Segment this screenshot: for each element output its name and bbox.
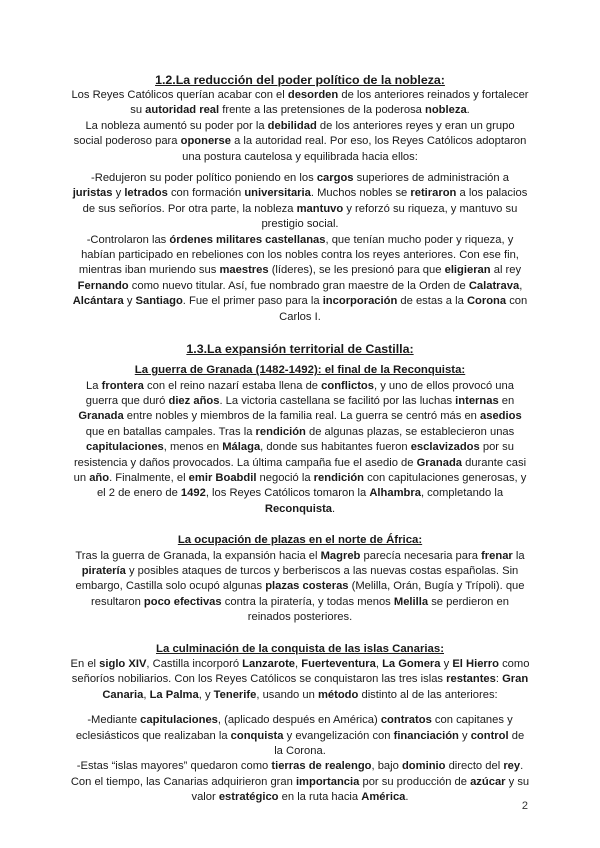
text-run: , usando un <box>256 688 318 701</box>
bold-term: plazas costeras <box>265 580 349 593</box>
bold-term: juristas <box>72 187 113 200</box>
text-run: . <box>332 502 336 515</box>
bold-term: azúcar <box>470 775 506 788</box>
bold-term: retiraron <box>410 187 457 200</box>
text-run: . La victoria castellana se facilitó por las luchas <box>219 394 456 407</box>
text-run: , bajo <box>371 760 402 773</box>
text-run: frente a las pretensiones de la poderosa <box>219 104 426 117</box>
text-run: en <box>498 394 515 407</box>
bold-term: Santiago <box>135 295 183 308</box>
text-run: -Redujeron su poder político poniendo en los <box>91 172 317 185</box>
bold-term: esclavizados <box>410 441 480 454</box>
text-run: , (aplicado después en América) <box>217 714 381 727</box>
bold-term: Gran Canaria <box>102 673 529 701</box>
text-run: con capitanes y eclesiásticos que realizaban la <box>75 714 513 742</box>
bold-term: Alhambra <box>369 487 421 500</box>
bold-term: restantes <box>446 673 496 686</box>
bold-term: desorden <box>287 89 339 101</box>
text-run: que en batallas campales. Tras la <box>85 425 256 438</box>
bold-term: eligieran <box>444 264 491 277</box>
text-run: Los Reyes Católicos querían acabar con el <box>71 89 288 101</box>
text-run: al rey <box>490 264 522 277</box>
bold-term: universitaria <box>244 187 311 200</box>
bold-term: método <box>317 688 359 701</box>
paragraph <box>70 119 530 165</box>
paragraph <box>70 233 530 325</box>
page-content <box>70 72 530 806</box>
bold-term: debilidad <box>267 119 317 132</box>
bold-term: piratería <box>81 564 126 577</box>
text-run: (Melilla, Orán, Bugía y Trípoli). que resultaron <box>91 580 525 608</box>
text-run: , <box>519 279 523 292</box>
text-run: , los Reyes Católicos tomaron la <box>205 487 370 500</box>
section-title-nobility: 1.2.La reducción del poder político de la nobleza: <box>155 73 445 87</box>
text-run: , y <box>198 688 214 701</box>
text-run: como nuevo titular. Así, fue nombrado gran maestre de la Orden de <box>128 279 469 292</box>
text-run: parecía necesaria para <box>360 549 482 562</box>
bold-term: frenar <box>481 549 513 562</box>
bold-term: La Gomera <box>382 658 441 670</box>
text-run: y posibles ataques de turcos y berberiscos a las nuevas costas españolas. Sin embargo, Castilla solo ocupó algunas <box>75 564 519 593</box>
text-run: a los palacios de sus señoríos. Por otra parte, la nobleza <box>82 187 528 215</box>
subsection-title-canarias: La culminación de la conquista de las islas Canarias: <box>155 642 445 655</box>
bold-term: Melilla <box>393 595 429 608</box>
bold-term: Fuerteventura <box>301 658 376 670</box>
text-run: se perdieron en reinados posteriores. <box>247 595 509 624</box>
page-number: 2 <box>521 800 528 812</box>
bold-term: emir Boabdil <box>188 471 257 484</box>
bold-term: siglo XIV <box>99 658 147 670</box>
text-run: . <box>466 104 470 117</box>
paragraph <box>70 657 530 703</box>
bold-term: financiación <box>393 729 459 742</box>
text-run: contra la piratería, y todas menos <box>221 595 394 608</box>
bold-term: maestres <box>219 264 269 277</box>
text-run: , menos en <box>163 441 223 454</box>
text-run: y <box>440 658 453 670</box>
bold-term: capitulaciones <box>86 441 164 454</box>
bold-term: órdenes militares castellanas <box>169 233 326 246</box>
bold-term: poco efectivas <box>143 595 222 608</box>
bold-term: mantuvo <box>296 202 344 215</box>
bold-term: contratos <box>380 714 432 727</box>
bold-term: Calatrava <box>468 279 520 292</box>
bold-term: internas <box>455 394 499 407</box>
text-run: por su resistencia y daños provocados. La última campaña fue el asedio de <box>73 441 514 469</box>
text-run: La <box>86 379 102 392</box>
text-run: : <box>495 673 503 686</box>
text-run: y <box>458 729 471 742</box>
bold-term: control <box>470 729 509 742</box>
bold-term: Reconquista <box>264 502 333 515</box>
bold-term: frontera <box>101 379 144 392</box>
paragraph <box>70 713 530 759</box>
text-run: , <box>375 658 383 670</box>
text-run: negoció la <box>256 471 314 484</box>
bold-term: incorporación <box>322 295 398 308</box>
paragraph <box>70 379 530 518</box>
text-run: distinto al de las anteriores: <box>358 688 498 701</box>
text-run: entre nobles y miembros de la familia real. La guerra se centró más en <box>123 410 481 423</box>
bold-term: diez años <box>168 394 220 407</box>
text-run: . <box>405 791 409 804</box>
text-run: en la ruta hacia <box>278 791 362 804</box>
text-run: durante casi un <box>73 456 527 484</box>
text-run: y <box>112 187 125 200</box>
bold-term: autoridad real <box>145 104 220 117</box>
text-run: superiores de administración a <box>353 172 509 185</box>
text-run: de los anteriores reyes y eran un grupo social poderoso para <box>73 119 515 148</box>
section-title-expansion: 1.3.La expansión territorial de Castilla: <box>186 342 414 357</box>
text-run: y evangelización con <box>283 729 394 742</box>
text-run: (líderes), se les presionó para que <box>268 264 445 277</box>
bold-term: conflictos <box>321 379 374 392</box>
text-run: de la Corona. <box>274 729 525 758</box>
bold-term: Tenerife <box>213 688 257 701</box>
bold-term: Fernando <box>77 279 129 292</box>
text-run: En el <box>70 658 100 670</box>
bold-term: Corona <box>466 295 507 308</box>
subsection-title-africa: La ocupación de plazas en el norte de África: <box>177 534 423 547</box>
paragraph <box>70 759 530 805</box>
text-run: Tras la guerra de Granada, la expansión hacia el <box>75 549 321 562</box>
text-run: y su valor <box>191 775 530 804</box>
bold-term: rey <box>503 760 521 773</box>
paragraph <box>70 88 530 119</box>
bold-term: Málaga <box>222 441 261 454</box>
text-run: . Finalmente, el <box>109 471 189 484</box>
text-run: con Carlos I. <box>279 295 528 323</box>
text-run: con el reino nazarí estaba llena de <box>143 379 322 392</box>
text-run: La nobleza aumentó su poder por la <box>85 119 268 132</box>
bold-term: La Palma <box>149 688 199 701</box>
text-run: como señoríos nobiliarios. Con los Reyes Católicos se conquistaron las tres islas <box>71 658 530 686</box>
text-run: -Controlaron las <box>86 233 170 246</box>
text-run: con formación <box>167 187 245 200</box>
bold-term: Granada <box>416 456 462 469</box>
bold-term: importancia <box>295 775 360 788</box>
text-run: , completando la <box>420 487 504 500</box>
paragraph <box>70 549 530 626</box>
bold-term: Alcántara <box>72 295 124 308</box>
bold-term: letrados <box>124 187 168 200</box>
bold-term: Granada <box>78 410 124 423</box>
text-run: y <box>123 295 136 308</box>
text-run: la <box>512 549 525 562</box>
text-run: . Muchos nobles se <box>310 187 411 200</box>
text-run: , y uno de ellos provocó una guerra que duró <box>85 379 514 407</box>
bold-term: rendición <box>255 425 306 438</box>
text-run: directo del <box>445 760 504 773</box>
bold-term: El Hierro <box>452 658 499 670</box>
text-run: de estas a la <box>397 295 467 308</box>
bold-term: dominio <box>401 760 446 773</box>
text-run: por su producción de <box>359 775 471 788</box>
text-run: , <box>295 658 302 670</box>
text-run: , que tenían mucho poder y riqueza, y habían participado en rebeliones con los nobles contra los reyes anteriores. Con ese fin, mientras iban muriendo sus <box>78 233 519 277</box>
text-run: de algunas plazas, se establecieron unas <box>305 425 515 438</box>
text-run: . Con el tiempo, las Canarias adquirieron gran <box>70 760 524 788</box>
text-run: y reforzó su riqueza, y mantuvo su prestigio social. <box>261 202 518 231</box>
text-run: , Castilla incorporó <box>146 658 243 670</box>
bold-term: nobleza <box>425 104 467 117</box>
text-run: a la autoridad real. Por eso, los Reyes Católicos adoptaron una postura cautelosa y equilibrada hacia ellos: <box>182 135 527 163</box>
bold-term: 1492 <box>180 487 206 500</box>
text-run: , donde sus habitantes fueron <box>260 441 411 454</box>
text-run: . Fue el primer paso para la <box>182 295 323 308</box>
text-run: con capitulaciones generosas, y el 2 de enero de <box>96 471 527 500</box>
bold-term: oponerse <box>180 135 231 148</box>
bold-term: capitulaciones <box>140 714 218 727</box>
text-run: , <box>143 688 150 701</box>
bold-term: rendición <box>313 471 365 484</box>
bold-term: Magreb <box>320 549 361 562</box>
bold-term: América <box>361 791 406 804</box>
subsection-title-granada: La guerra de Granada (1482-1492): el final de la Reconquista: <box>134 364 466 377</box>
bold-term: año <box>89 471 110 484</box>
text-run: -Estas “islas mayores” quedaron como <box>76 760 272 773</box>
text-run: -Mediante <box>87 714 141 727</box>
bold-term: cargos <box>316 172 354 185</box>
bold-term: asedios <box>480 410 522 423</box>
bold-term: tierras de realengo <box>271 760 372 773</box>
paragraph <box>70 171 530 233</box>
text-run: de los anteriores reinados y fortalecer su <box>130 89 529 117</box>
bold-term: estratégico <box>218 791 279 804</box>
bold-term: Lanzarote <box>242 658 296 670</box>
bold-term: conquista <box>230 729 284 742</box>
